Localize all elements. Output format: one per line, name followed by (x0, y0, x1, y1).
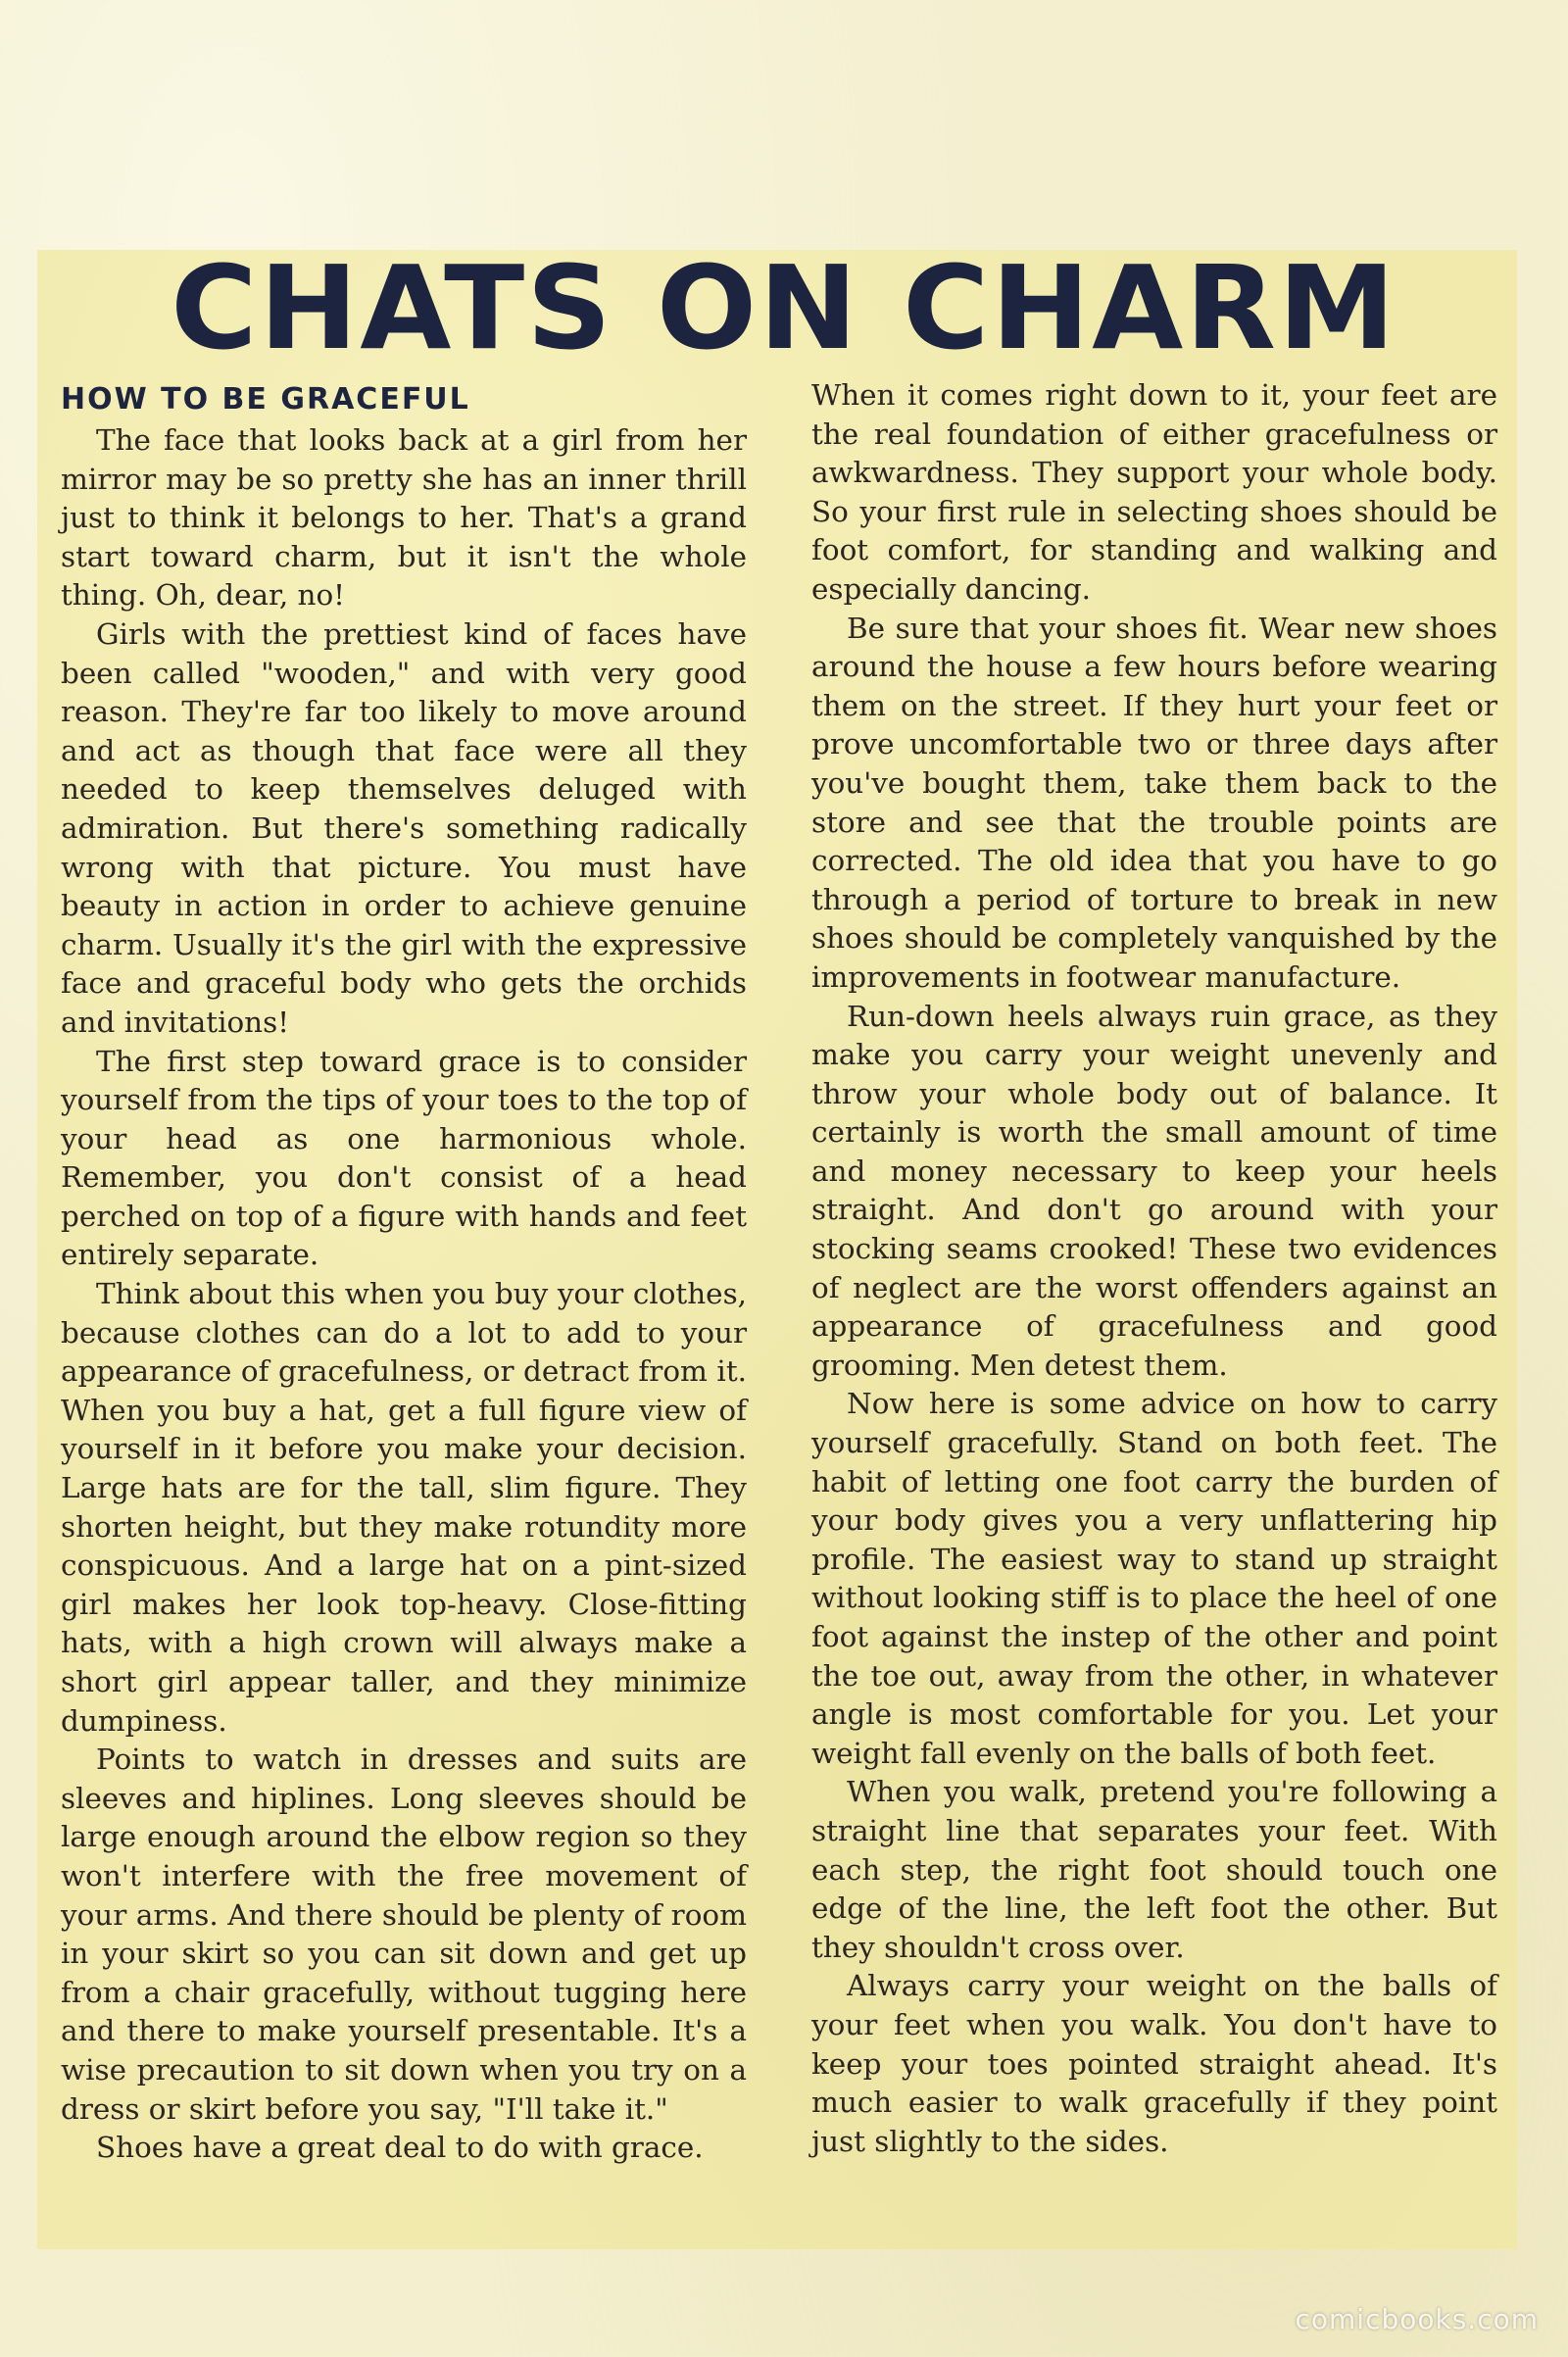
paragraph: Run-down heels always ruin grace, as they make you carry your weight unevenly and throw your whole body out of balance. It certainly is worth the small amount of time and money necessary to keep your heels straight. And don't go around with your stocking seams crooked! These two evidences of neglect are the worst offenders against an appearance of gracefulness and good grooming. Men detest them. (811, 999, 1497, 1382)
article-title: CHATS ON CHARM (171, 240, 1397, 375)
paragraph: The first step toward grace is to consider yourself from the tips of your toes to the top of your head as one harmonious whole. Remember, you don't consist of a head perched on top of a figure with hands and feet entirely separate. (61, 1044, 747, 1272)
paragraph: Now here is some advice on how to carry yourself gracefully. Stand on both feet. The habit of letting one foot carry the burden of your body gives you a very unflattering hip profile. The easiest way to stand up straight without looking stiff is to place the heel of one foot against the instep of the other and point the toe out, away from the other, in whatever angle is most comfortable for you. Let your weight fall evenly on the balls of both feet. (811, 1387, 1497, 1770)
paragraph: Always carry your weight on the balls of your feet when you walk. You don't have to keep your toes pointed straight ahead. It's much easier to walk gracefully if they point just slightly to the sides. (811, 1969, 1497, 2158)
paragraph: The face that looks back at a girl from her mirror may be so pretty she has an inner thrill just to think it belongs to her. That's a grand start toward charm, but it isn't the whole thing. Oh, dear, no! (61, 423, 747, 613)
paragraph: Shoes have a great deal to do with grace. (96, 2131, 704, 2165)
paragraph: Girls with the prettiest kind of faces have been called "wooden," and with very good reason. They're far too likely to move around and act as though that face were all they needed to keep themselves deluged with admiration. But there's something radically wrong with that picture. You must have beauty in action in order to achieve genuine charm. Usually it's the girl with the expressive face and graceful body who gets the orchids and invitations! (61, 616, 747, 1039)
paragraph: Points to watch in dresses and suits are sleeves and hiplines. Long sleeves should be large enough around the elbow region so they won't interfere with the free movement of your arms. And there should be plenty of room in your skirt so you can sit down and get up from a chair gracefully, without tugging here and there to make yourself presentable. It's a wise precaution to sit down when you try on a dress or skirt before you say, "I'll take it." (61, 1743, 747, 2126)
paragraph: Be sure that your shoes fit. Wear new shoes around the house a few hours before wearing them on the street. If they hurt your feet or prove uncomfortable two or three days after you've bought them, take them back to the store and see that the trouble points are corrected. The old idea that you have to go through a period of torture to break in new shoes should be completely vanquished by the improvements in footwear manufacture. (811, 611, 1497, 994)
paragraph: When it comes right down to it, your feet are the real foundation of either gracefulness or awkwardness. They support your whole body. So your first rule in selecting shoes should be foot comfort, for standing and walking and especially dancing. (811, 378, 1497, 606)
paragraph: Think about this when you buy your clothes, because clothes can do a lot to add to your appearance of gracefulness, or detract from it. When you buy a hat, get a full figure view of yourself in it before you make your decision. Large hats are for the tall, slim figure. They shorten height, but they make rotundity more conspicuous. And a large hat on a pint-sized girl makes her look top-heavy. Close-fitting hats, with a high crown will always make a short girl appear taller, and they minimize dumpiness. (61, 1277, 747, 1738)
paragraph: When you walk, pretend you're following a straight line that separates your feet. With each step, the right foot should touch one edge of the line, the left foot the other. But they shouldn't cross over. (811, 1775, 1497, 1964)
watermark: comicbooks.com (1295, 2303, 1539, 2335)
right-column (811, 376, 1497, 2161)
section-heading: HOW TO BE GRACEFUL (61, 382, 470, 417)
left-column (61, 380, 747, 2168)
